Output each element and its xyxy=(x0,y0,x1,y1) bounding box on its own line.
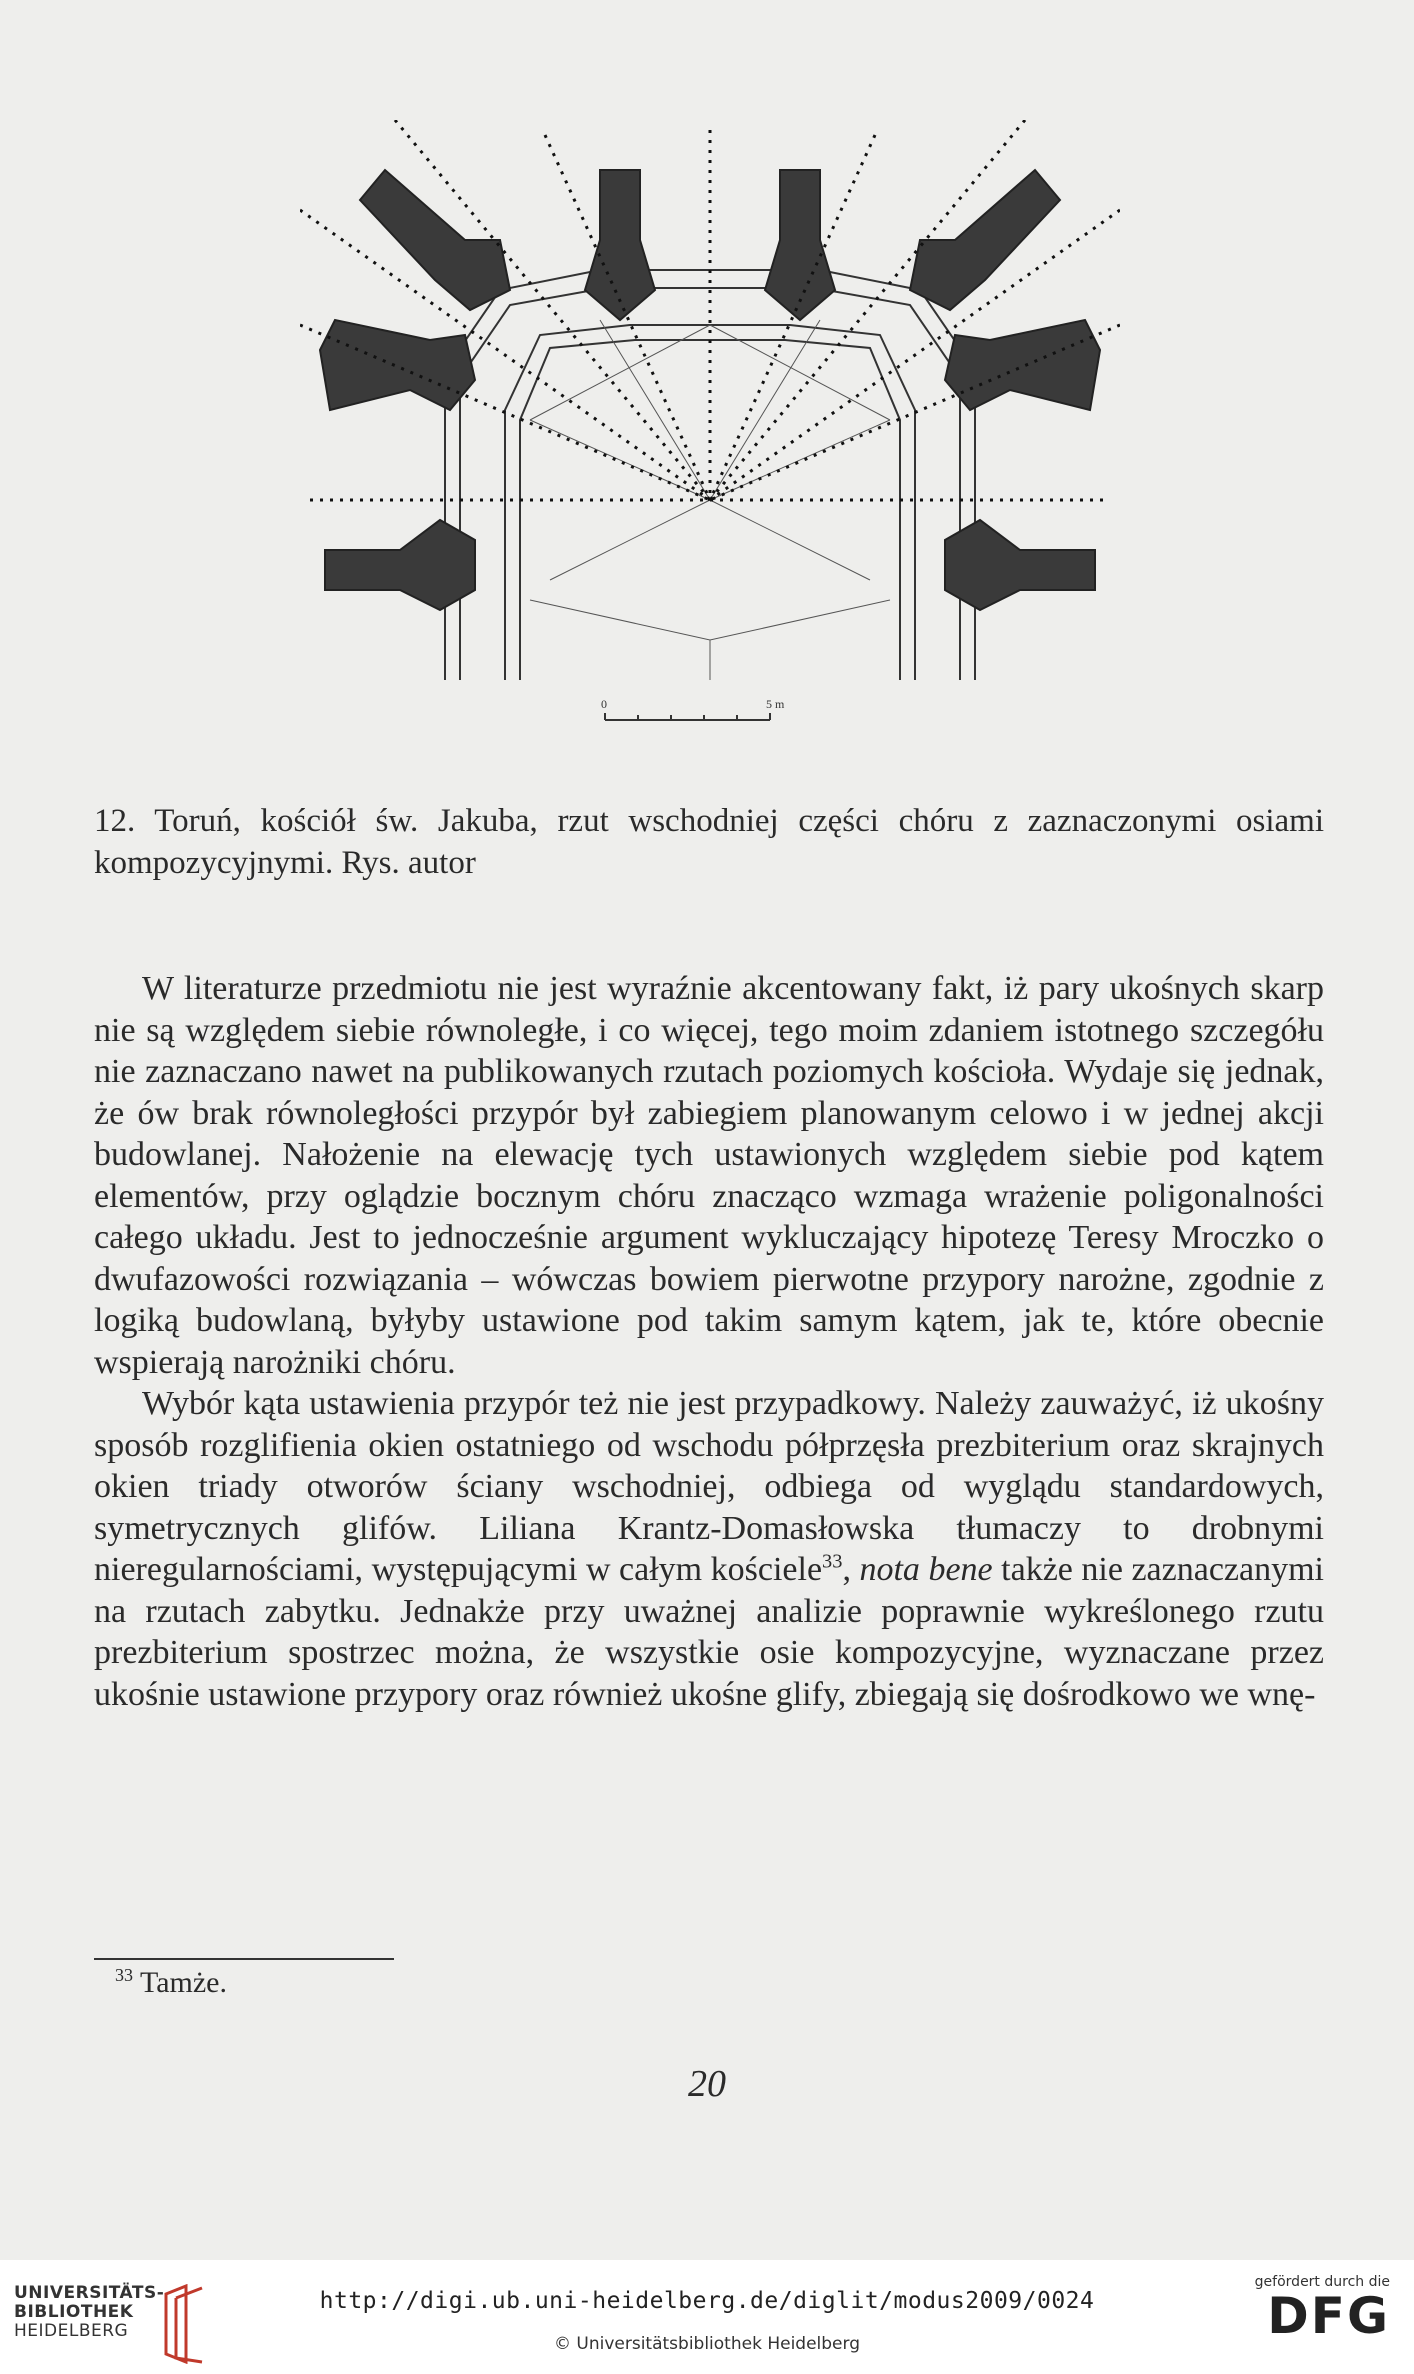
footer-bar xyxy=(0,2260,1414,2374)
scale-max-label: 5 m xyxy=(766,697,785,711)
dfg-logo: DFG xyxy=(1267,2287,1390,2345)
paragraph-2-text: Wybór kąta ustawienia przypór też nie jest przypadkowy. Należy zauważyć, iż ukośny sposób rozglifienia okien ostatniego od wschodu półprzęsła prezbiterium oraz skrajnych okien triady otworów ściany wschodniej, odbiega od wyglądu standardowych, symetrycznych glifów. Liliana Krantz-Domasłowska tłumaczy to drobnymi nieregularnościami, występującymi w całym kościele xyxy=(94,1385,1324,1588)
funded-by-text: gefördert durch die xyxy=(1254,2274,1390,2290)
footnote-text: Tamże. xyxy=(133,1966,227,1999)
floor-plan-drawing xyxy=(300,120,1120,770)
figure-caption: 12. Toruń, kościół św. Jakuba, rzut wschodniej części chóru z zaznaczonymi osiami kompozycyjnymi. Rys. autor xyxy=(94,803,1324,881)
italic-phrase: nota bene xyxy=(859,1551,993,1588)
copyright-text: © Universitätsbibliothek Heidelberg xyxy=(553,2334,860,2354)
scale-zero-label: 0 xyxy=(601,697,607,711)
paragraph-1: W literaturze przedmiotu nie jest wyraźnie akcentowany fakt, iż pary ukośnych skarp nie są względem siebie równoległe, i co więcej, tego moim zdaniem istotnego szczegółu nie zaznaczano nawet na publikowanych rzutach poziomych kościoła. Wydaje się jednak, że ów brak równoległości przypór był zabiegiem planowanym celowo i w jednej akcji budowlanej. Nałożenie na elewację tych ustawionych względem siebie pod kątem elementów, przy oglądzie bocznym chóru znacząco wzmaga wrażenie poligonalności całego układu. Jest to jednocześnie argument wykluczający hipotezę Teresy Mroczko o dwufazowości rozwiązania – wówczas bowiem pierwotne przypory narożne, zgodnie z logiką budowlaną, byłyby ustawione pod takim samym kątem, jak te, które obecnie wspierają narożniki chóru. xyxy=(94,970,1324,1381)
footnote-ref: 33 xyxy=(822,1550,843,1573)
footnote-divider xyxy=(94,1958,394,1960)
dfg-funding[interactable] xyxy=(1254,2274,1390,2345)
body-text xyxy=(94,968,1324,1715)
footnote-number: 33 xyxy=(115,1965,133,1985)
footnote xyxy=(115,1966,227,2000)
paragraph-2-tail: także nie zaznaczanymi na rzutach zabytku. Jednakże przy uważnej analizie poprawnie wykreślonego rzutu prezbiterium spostrzec można, że wszystkie osie kompozycyjne, wyznaczane przez ukośnie ustawione przypory oraz również ukośne glify, zbiegają się dośrodkowo we wnę- xyxy=(94,1551,1324,1713)
library-name-line1: UNIVERSITÄTS- xyxy=(14,2283,165,2303)
page-number: 20 xyxy=(688,2063,726,2105)
library-name-line2: BIBLIOTHEK xyxy=(14,2302,134,2322)
permalink-url[interactable]: http://digi.ub.uni-heidelberg.de/diglit/modus2009/0024 xyxy=(319,2288,1095,2314)
paragraph-2: Wybór kąta ustawienia przypór też nie jest przypadkowy. Należy zauważyć, iż ukośny sposób rozglifienia okien ostatniego od wschodu półprzęsła prezbiterium oraz skrajnych okien triady otworów ściany wschodniej, odbiega od wyglądu standardowych, symetrycznych glifów. Liliana Krantz-Domasłowska tłumaczy to drobnymi nieregularnościami, występującymi w całym kościele$^{33}$, nota bene także nie zaznaczanymi na rzutach zabytku. Jednakże przy uważnej analizie poprawnie wykreślonego rzutu prezbiterium spostrzec można, że wszystkie osie kompozycyjne, wyznaczane przez ukośnie ustawione przypory oraz również ukośne glify, zbiegają się dośrodkowo we wnę- xyxy=(94,1385,1324,1713)
library-name-line3: HEIDELBERG xyxy=(14,2321,129,2341)
floor-plan-figure xyxy=(300,120,1120,770)
